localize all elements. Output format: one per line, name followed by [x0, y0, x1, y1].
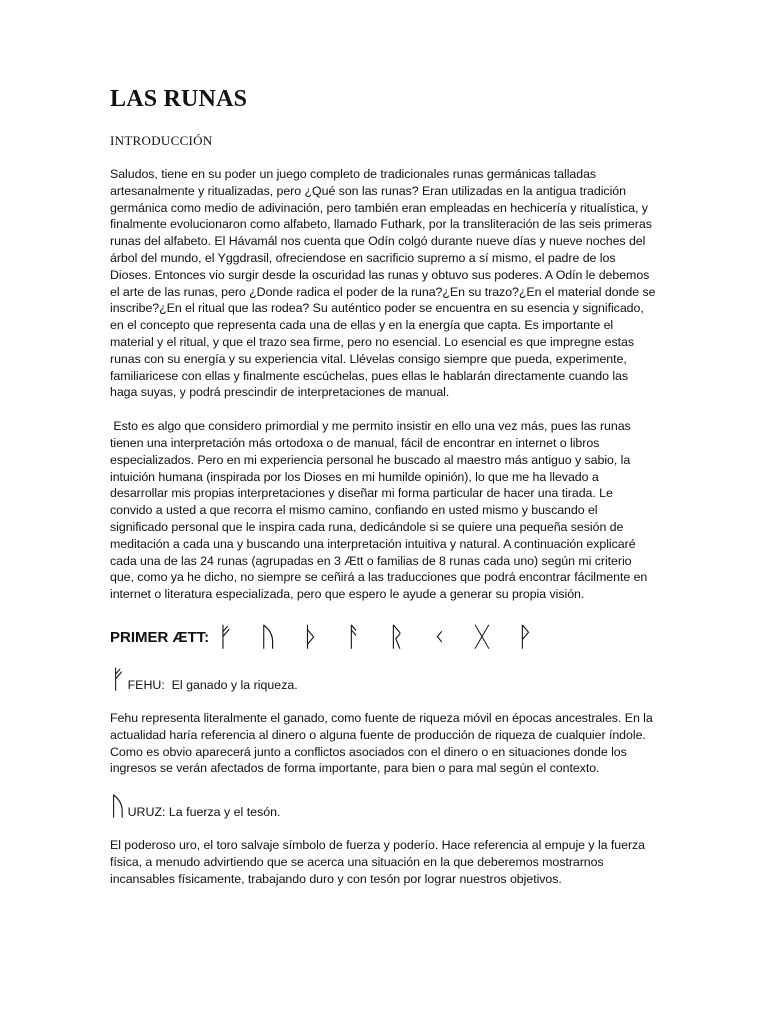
rune-heading-fehu	[110, 664, 658, 695]
rune-description-uruz: El poderoso uro, el toro salvaje símbolo de fuerza y poderío. Hace referencia al empuje y la fuerza física, a menudo advirtiendo que se acerca una situación en la que deberemos mostrarnos incansables físicamente, trabajando duro y con tesón por lograr nuestros objetivos.	[110, 838, 646, 886]
rune-description-fehu: Fehu representa literalmente el ganado, como fuente de riqueza móvil en épocas ancestrales. En la actualidad haría referencia al dinero o alguna fuente de producción de riqueza de cualquier índole. Como es obvio aparecerá junto a conflictos asociados con el dinero o en situaciones donde los ingresos se verán afectados de forma importante, para bien o para mal según el contexto.	[110, 710, 653, 776]
aett-label: PRIMER ÆTT:	[110, 629, 210, 647]
section-heading-introduccion: INTRODUCCIÓN	[110, 133, 213, 148]
rune-heading-text: FEHU: El ganado y la riqueza.	[127, 677, 298, 692]
uruz-rune-icon: ᚢ	[110, 792, 126, 823]
document-page	[110, 86, 658, 905]
intro-paragraph-1: Saludos, tiene en su poder un juego completo de tradicionales runas germánicas talladas artesanalmente y ritualizadas, pero ¿Qué son las runas? Eran utilizadas en la antigua tradición germánica como medio de adivinación, pero también eran empleadas en hechicería y ritualística, y finalmente evolucionaron como alfabeto, llamado Futhark, por la transliteración de las seis primeras runas del alfabeto. El Hávamál nos cuenta que Odín colgó durante nueve días y nueve noches del árbol del mundo, el Yggdrasil, ofreciendose en sacrificio supremo a sí mismo, el padre de los Dioses. Entonces vio surgir desde la oscuridad las runas y obtuvo sus poderes. A Odín le debemos el arte de las runas, pero ¿Donde radica el poder de la runa?¿En su trazo?¿En el material donde se inscribe?¿En el ritual que las rodea? Su auténtico poder se encuentra en su esencia y significado, en el concepto que representa cada una de ellas y en la energía que capta. Es importante el material y el ritual, y que el trazo sea firme, pero no esencial. Lo esencial es que impregne estas runas con su energía y su experiencia vital. Llévelas consigo siempre que pueda, experimente, familiaricese con ellas y finalmente escúchelas, pues ellas le hablarán directamente cuando las haga suyas, y podrá prescindir de interpretaciones de manual.	[110, 167, 656, 400]
intro-paragraph-2: Esto es algo que considero primordial y me permito insistir en ello una vez más, pues las runas tienen una interpretación más ortodoxa o de manual, fácil de encontrar en internet o libros especializados. Pero en mi experiencia personal he buscado al maestro más antiguo y sabio, la intuición humana (inspirada por los Dioses en mi humilde opinión), lo que me ha llevado a desarrollar mis propias interpretaciones y diseñar mi forma particular de hacer una tirada. Le convido a usted a que recorra el mismo camino, confiando en usted mismo y buscando el significado personal que le inspira cada runa, dedicándole si se quiere una pequeña sesión de meditación a cada una y buscando una interpretación intuitiva y natural. A continuación explicaré cada una de las 24 runas (agrupadas en 3 Ætt o familias de 8 runas cada uno) según mi criterio que, como ya he dicho, no siempre se ceñirá a las traducciones que podrá encontrar fácilmente en internet o literatura especializada, pero que espero le ayude a generar su propia visión.	[110, 419, 651, 602]
rune-heading-uruz	[110, 792, 658, 823]
document-title: LAS RUNAS	[110, 86, 248, 112]
fehu-rune-icon: ᚠ	[110, 664, 126, 695]
rune-heading-text: URUZ: La fuerza y el tesón.	[127, 805, 281, 820]
aett-heading	[110, 623, 658, 653]
aett-runes-icon: ᚠ ᚢ ᚦ ᚨ ᚱ ᚲ ᚷ ᚹ	[217, 621, 542, 653]
